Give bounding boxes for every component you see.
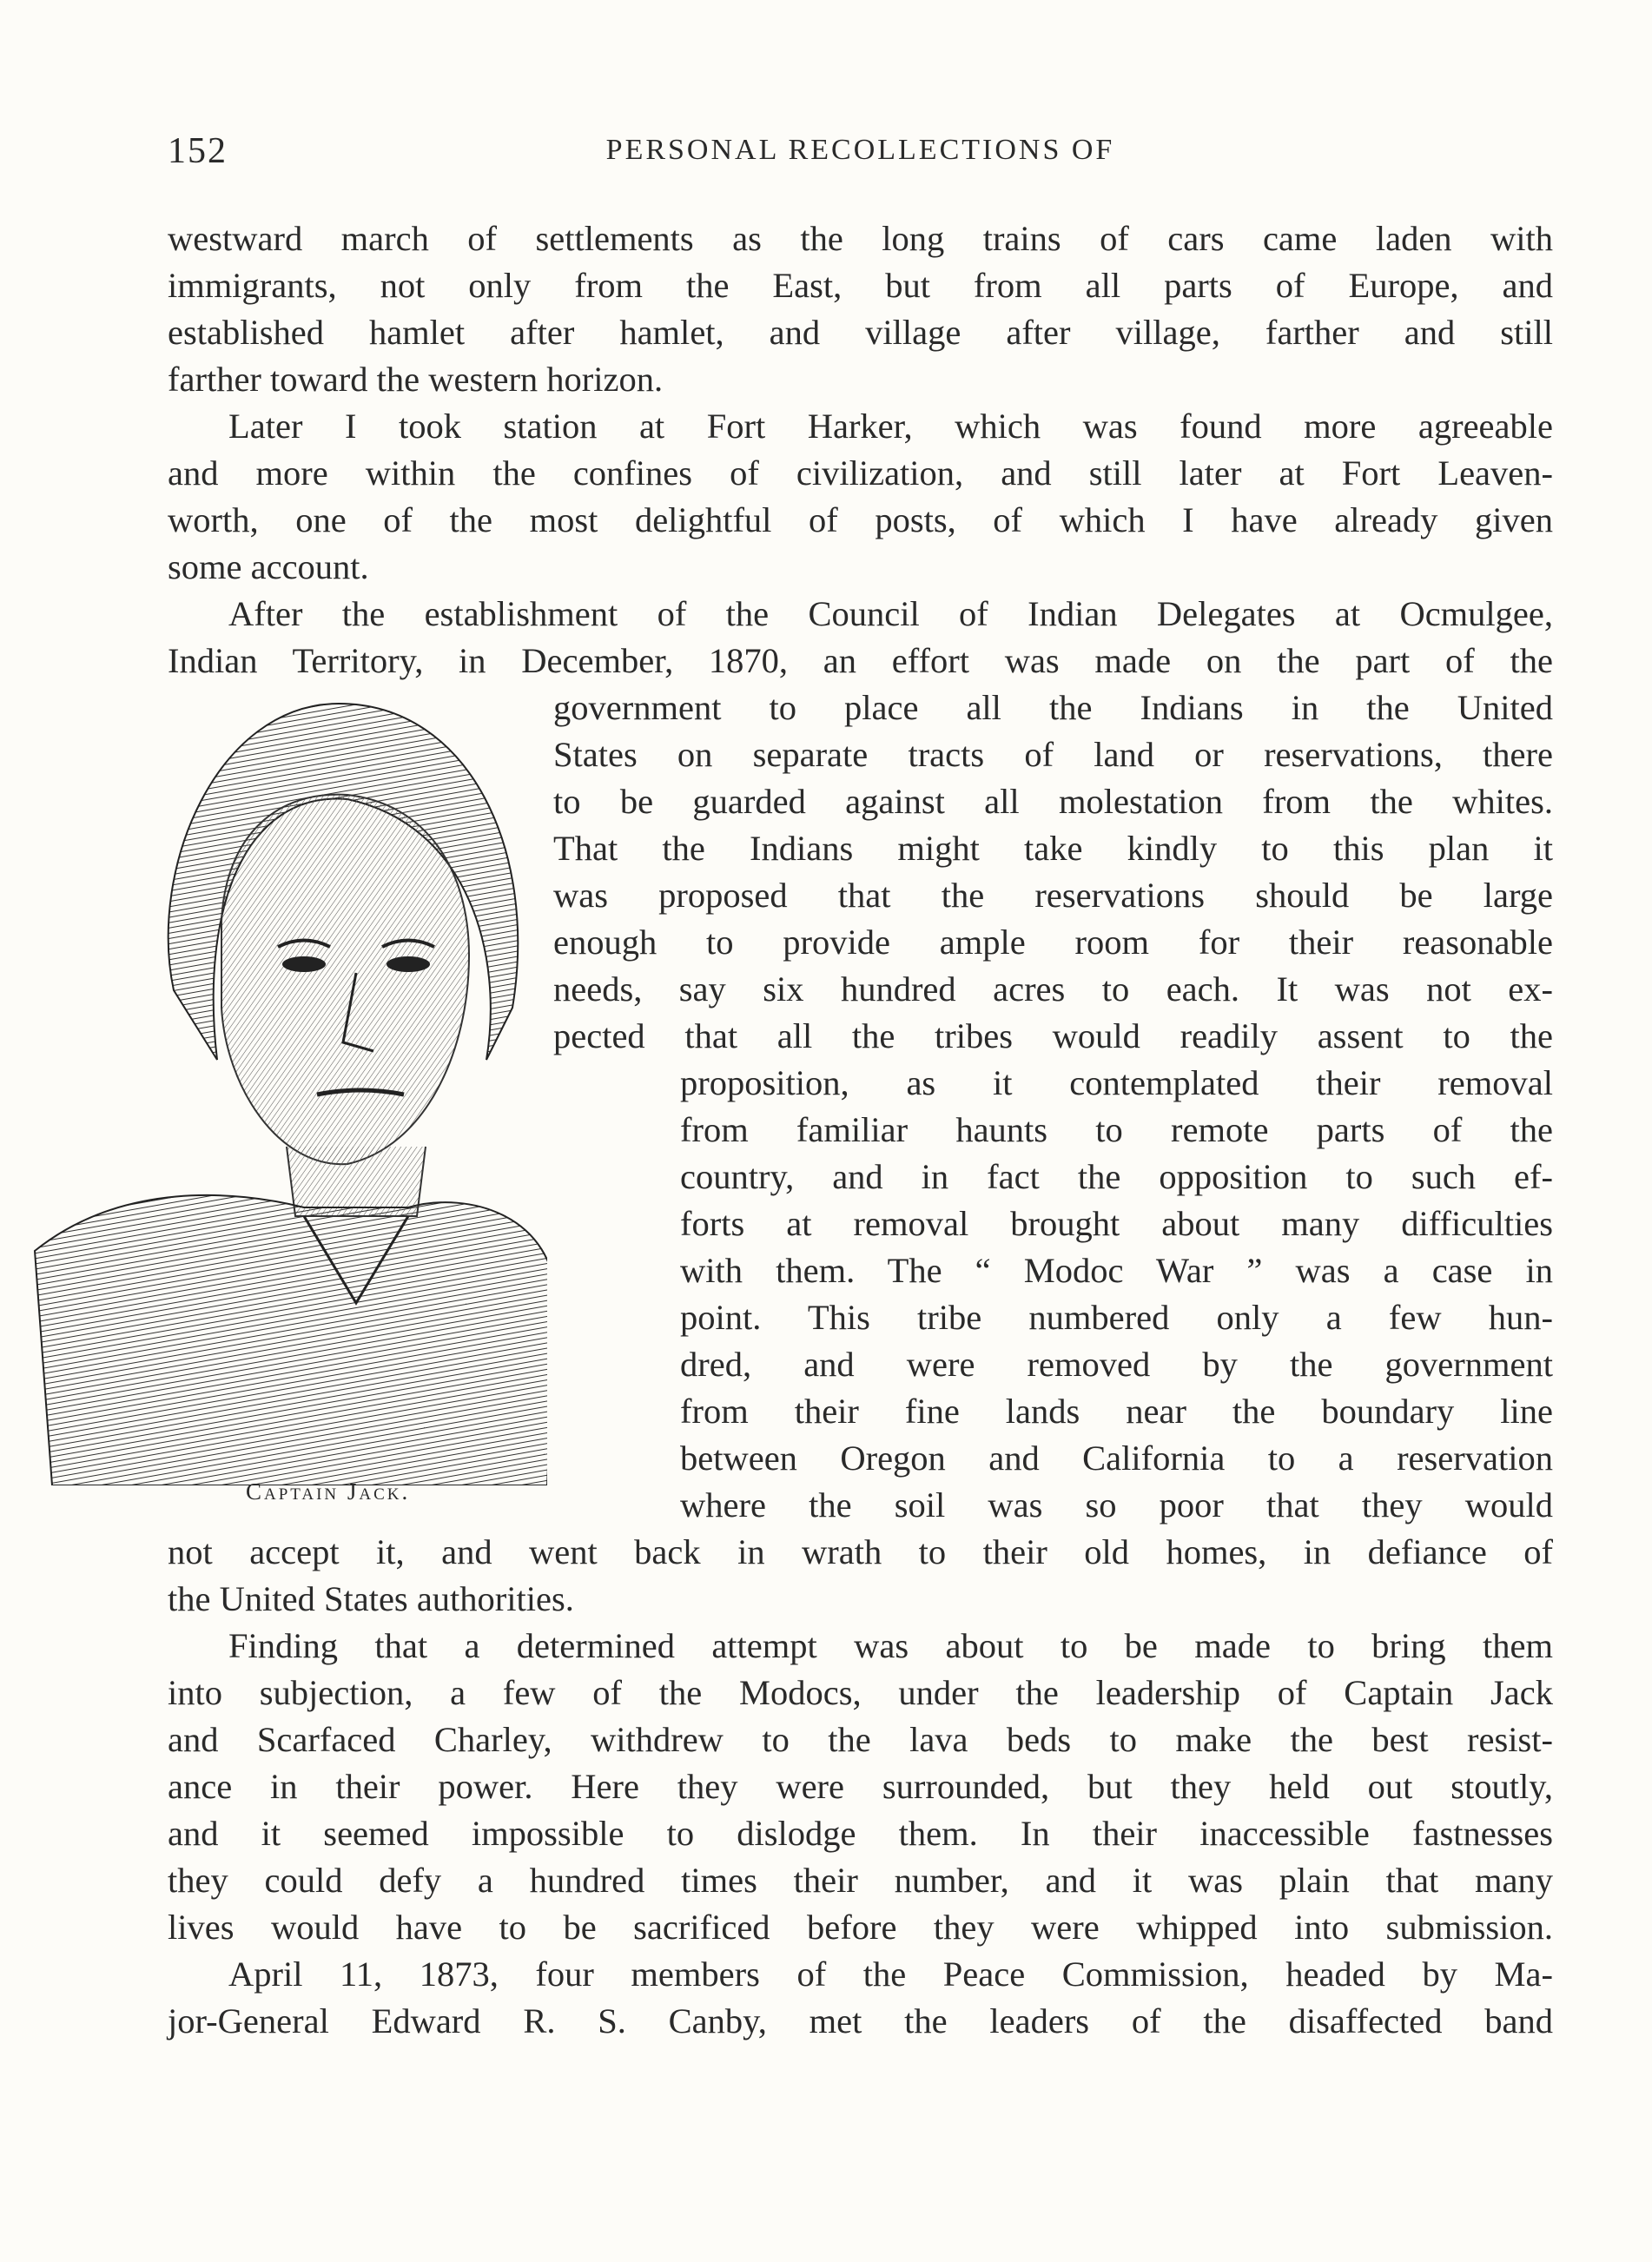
figure-caption: Captain Jack. (246, 1478, 411, 1505)
text-line: proposition, as it contemplated their removal (680, 1063, 1553, 1102)
text-line: some account. (168, 547, 369, 586)
text-line: where the soil was so poor that they would (680, 1485, 1553, 1525)
text-line: not accept it, and went back in wrath to their old homes, in defiance of (168, 1532, 1553, 1571)
text-line: the United States authorities. (168, 1579, 574, 1618)
text-line: point. This tribe numbered only a few hun- (680, 1298, 1553, 1337)
running-head: PERSONAL RECOLLECTIONS OF (605, 134, 1115, 166)
text-line: ance in their power. Here they were surrounded, but they held out stoutly, (168, 1767, 1553, 1806)
text-line: established hamlet after hamlet, and village after village, farther and still (168, 313, 1553, 352)
text-line: That the Indians might take kindly to this plan it (553, 829, 1553, 868)
text-line: from familiar haunts to remote parts of the (680, 1110, 1553, 1149)
text-line: needs, say six hundred acres to each. It was not ex- (553, 969, 1553, 1009)
text-line: immigrants, not only from the East, but from all parts of Europe, and (168, 266, 1553, 305)
text-line: Later I took station at Fort Harker, which was found more agreeable (228, 407, 1553, 446)
text-line: was proposed that the reservations should be large (553, 876, 1553, 915)
text-line: and it seemed impossible to dislodge them. In their inaccessible fastnesses (168, 1814, 1553, 1853)
text-line: jor-General Edward R. S. Canby, met the leaders of the disaffected band (168, 2001, 1553, 2040)
text-line: to be guarded against all molestation from the whites. (553, 782, 1553, 821)
text-line: and more within the confines of civilization, and still later at Fort Leaven- (168, 453, 1553, 493)
text-line: dred, and were removed by the government (680, 1345, 1553, 1384)
text-line: enough to provide ample room for their reasonable (553, 923, 1553, 962)
text-line: Indian Territory, in December, 1870, an effort was made on the part of the (168, 641, 1553, 680)
text-line: they could defy a hundred times their number, and it was plain that many (168, 1861, 1553, 1900)
text-line: Finding that a determined attempt was about to be made to bring them (228, 1626, 1553, 1665)
text-line: lives would have to be sacrificed before they were whipped into submission. (168, 1908, 1553, 1947)
text-line: States on separate tracts of land or reservations, there (553, 735, 1553, 774)
page-header (168, 130, 1553, 182)
text-line: country, and in fact the opposition to such ef- (680, 1157, 1553, 1196)
text-line: farther toward the western horizon. (168, 360, 664, 399)
text-line: between Oregon and California to a reservation (680, 1439, 1553, 1478)
page-number: 152 (168, 131, 228, 171)
text-line: government to place all the Indians in the United (553, 688, 1553, 727)
text-line: into subjection, a few of the Modocs, under the leadership of Captain Jack (168, 1673, 1553, 1712)
captain-jack-portrait (17, 695, 547, 1485)
text-line: April 11, 1873, four members of the Peace Commission, headed by Ma- (228, 1954, 1553, 1994)
text-line: After the establishment of the Council of Indian Delegates at Ocmulgee, (228, 594, 1553, 633)
text-line: with them. The “ Modoc War ” was a case in (680, 1251, 1553, 1290)
text-line: pected that all the tribes would readily assent to the (553, 1016, 1553, 1055)
text-line: forts at removal brought about many difficulties (680, 1204, 1553, 1243)
text-line: and Scarfaced Charley, withdrew to the lava beds to make the best resist- (168, 1720, 1553, 1759)
text-line: worth, one of the most delightful of posts, of which I have already given (168, 500, 1553, 539)
text-line: westward march of settlements as the long trains of cars came laden with (168, 219, 1553, 258)
text-line: from their fine lands near the boundary line (680, 1392, 1553, 1431)
